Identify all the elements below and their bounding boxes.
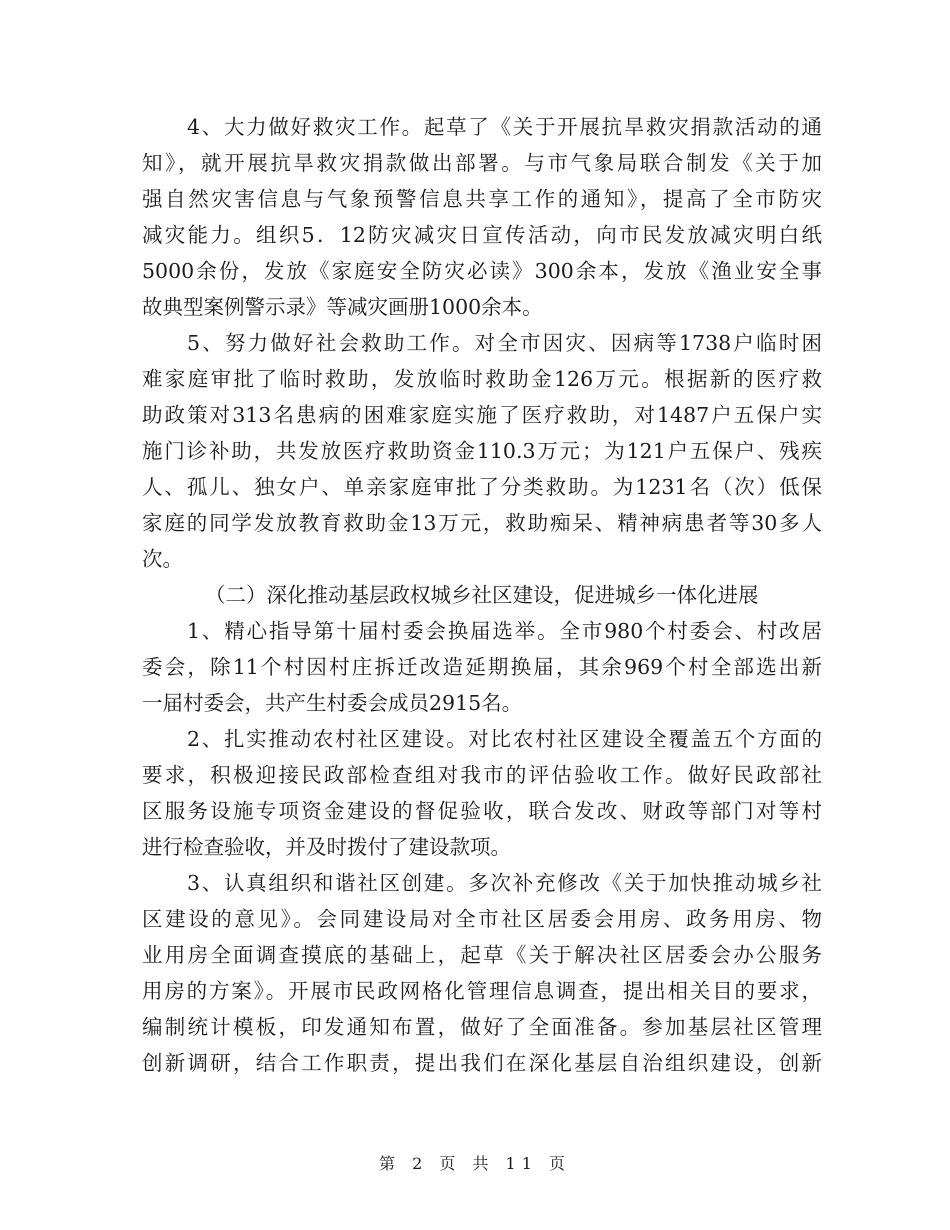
paragraph-line: 编制统计模板，印发通知布置，做好了全面准备。参加基层社区管理 [142, 1015, 822, 1039]
paragraph-line: 强自然灾害信息与气象预警信息共享工作的通知》，提高了全市防灾 [142, 187, 822, 211]
paragraph-line: 3、认真组织和谐社区创建。多次补充修改《关于加快推动城乡社 [187, 871, 822, 895]
paragraph-line: 人、孤儿、独女户、单亲家庭审批了分类救助。为1231名（次）低保 [142, 475, 822, 499]
paragraph-line: 业用房全面调查摸底的基础上，起草《关于解决社区居委会办公服务 [142, 943, 822, 967]
paragraph-line: 故典型案例警示录》等减灾画册1000余本。 [142, 295, 543, 319]
paragraph-line: 5、努力做好社会救助工作。对全市因灾、因病等1738户临时困 [187, 331, 822, 355]
paragraph-line: 区建设的意见》。会同建设局对全市社区居委会用房、政务用房、物 [142, 907, 822, 931]
paragraph-line: 创新调研，结合工作职责，提出我们在深化基层自治组织建设，创新 [142, 1051, 822, 1075]
paragraph-line: 要求，积极迎接民政部检查组对我市的评估验收工作。做好民政部社 [142, 763, 822, 787]
paragraph-line: 区服务设施专项资金建设的督促验收，联合发改、财政等部门对等村 [142, 799, 822, 823]
paragraph-line: 用房的方案》。开展市民政网格化管理信息调查，提出相关目的要求， [142, 979, 822, 1003]
paragraph-line: 1、精心指导第十届村委会换届选举。全市980个村委会、村改居 [187, 619, 822, 643]
paragraph-line: 助政策对313名患病的困难家庭实施了医疗救助，对1487户五保户实 [142, 403, 822, 427]
paragraph-line: 家庭的同学发放教育救助金13万元，救助痴呆、精神病患者等30多人 [142, 511, 822, 535]
paragraph-line: 施门诊补助，共发放医疗救助资金110.3万元；为121户五保户、残疾 [142, 439, 822, 463]
paragraph-line: 委会，除11个村因村庄拆迁改造延期换届，其余969个村全部选出新 [142, 655, 822, 679]
paragraph-line: 进行检查验收，并及时拨付了建设款项。 [142, 835, 511, 859]
paragraph-line: 知》，就开展抗旱救灾捐款做出部署。与市气象局联合制发《关于加 [142, 151, 822, 175]
paragraph-line: 5000余份，发放《家庭安全防灾必读》300余本，发放《渔业安全事 [142, 259, 822, 283]
paragraph-line: 难家庭审批了临时救助，发放临时救助金126万元。根据新的医疗救 [142, 367, 822, 391]
paragraph-line: 2、扎实推动农村社区建设。对比农村社区建设全覆盖五个方面的 [187, 727, 822, 751]
page-footer: 第 2 页 共 11 页 [379, 1154, 571, 1173]
paragraph-line: 一届村委会，共产生村委会成员2915名。 [142, 691, 523, 715]
section-heading: （二）深化推动基层政权城乡社区建设，促进城乡一体化进展 [205, 583, 759, 607]
paragraph-line: 次。 [142, 547, 183, 571]
paragraph-line: 4、大力做好救灾工作。起草了《关于开展抗旱救灾捐款活动的通 [187, 115, 822, 139]
paragraph-line: 减灾能力。组织5．12防灾减灾日宣传活动，向市民发放减灾明白纸 [142, 223, 822, 247]
